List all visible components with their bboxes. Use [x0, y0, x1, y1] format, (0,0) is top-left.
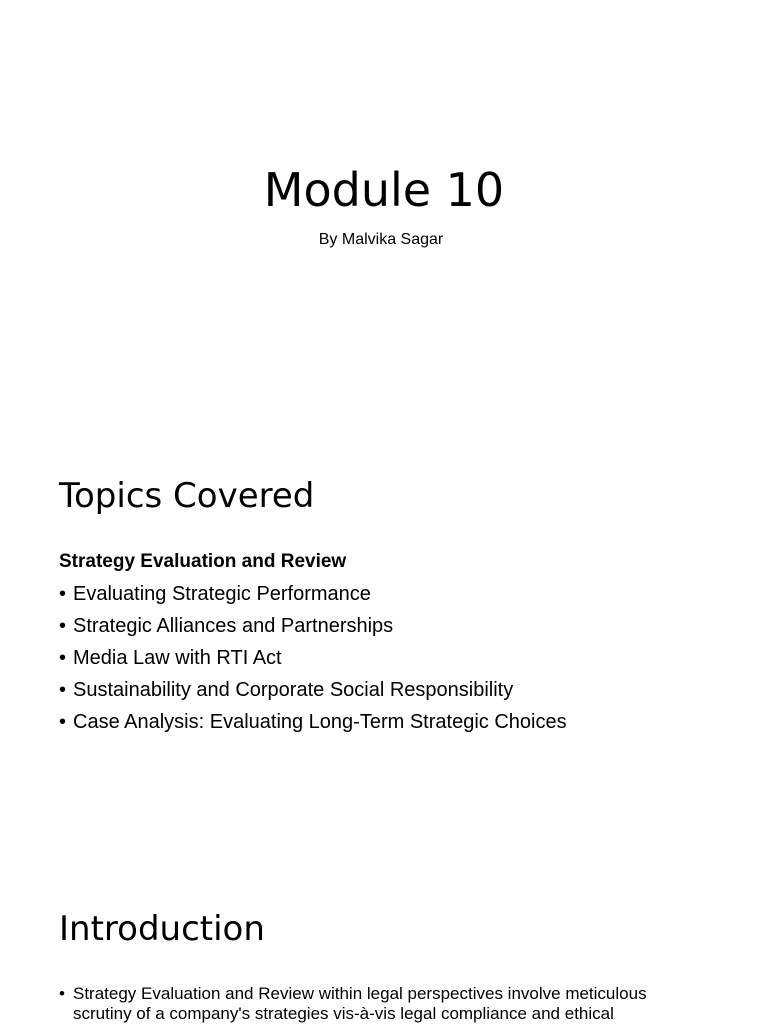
- page-title: Module 10: [263, 163, 505, 217]
- introduction-text: Strategy Evaluation and Review within legal perspectives involve meticulous scrutiny of a company's strategies vis-à-vis legal compliance and ethical: [73, 984, 647, 1023]
- author-line: By Malvika Sagar: [318, 231, 444, 248]
- list-item-text: Evaluating Strategic Performance: [73, 583, 371, 605]
- list-item: [59, 646, 567, 678]
- list-item-text: Media Law with RTI Act: [73, 647, 282, 669]
- introduction-paragraph: [59, 984, 699, 1024]
- list-item-text: Strategic Alliances and Partnerships: [73, 615, 394, 637]
- list-item: [59, 678, 567, 710]
- list-item: [59, 710, 567, 742]
- topics-heading: Topics Covered: [59, 476, 315, 516]
- list-item: [59, 582, 567, 614]
- bullet-icon: •: [59, 984, 65, 1003]
- section-label: Strategy Evaluation and Review: [59, 551, 347, 572]
- introduction-heading: Introduction: [59, 909, 265, 949]
- list-item-text: Case Analysis: Evaluating Long-Term Strategic Choices: [73, 711, 567, 733]
- topic-list: [59, 582, 567, 742]
- list-item-text: Sustainability and Corporate Social Responsibility: [73, 679, 514, 701]
- list-item: [59, 614, 567, 646]
